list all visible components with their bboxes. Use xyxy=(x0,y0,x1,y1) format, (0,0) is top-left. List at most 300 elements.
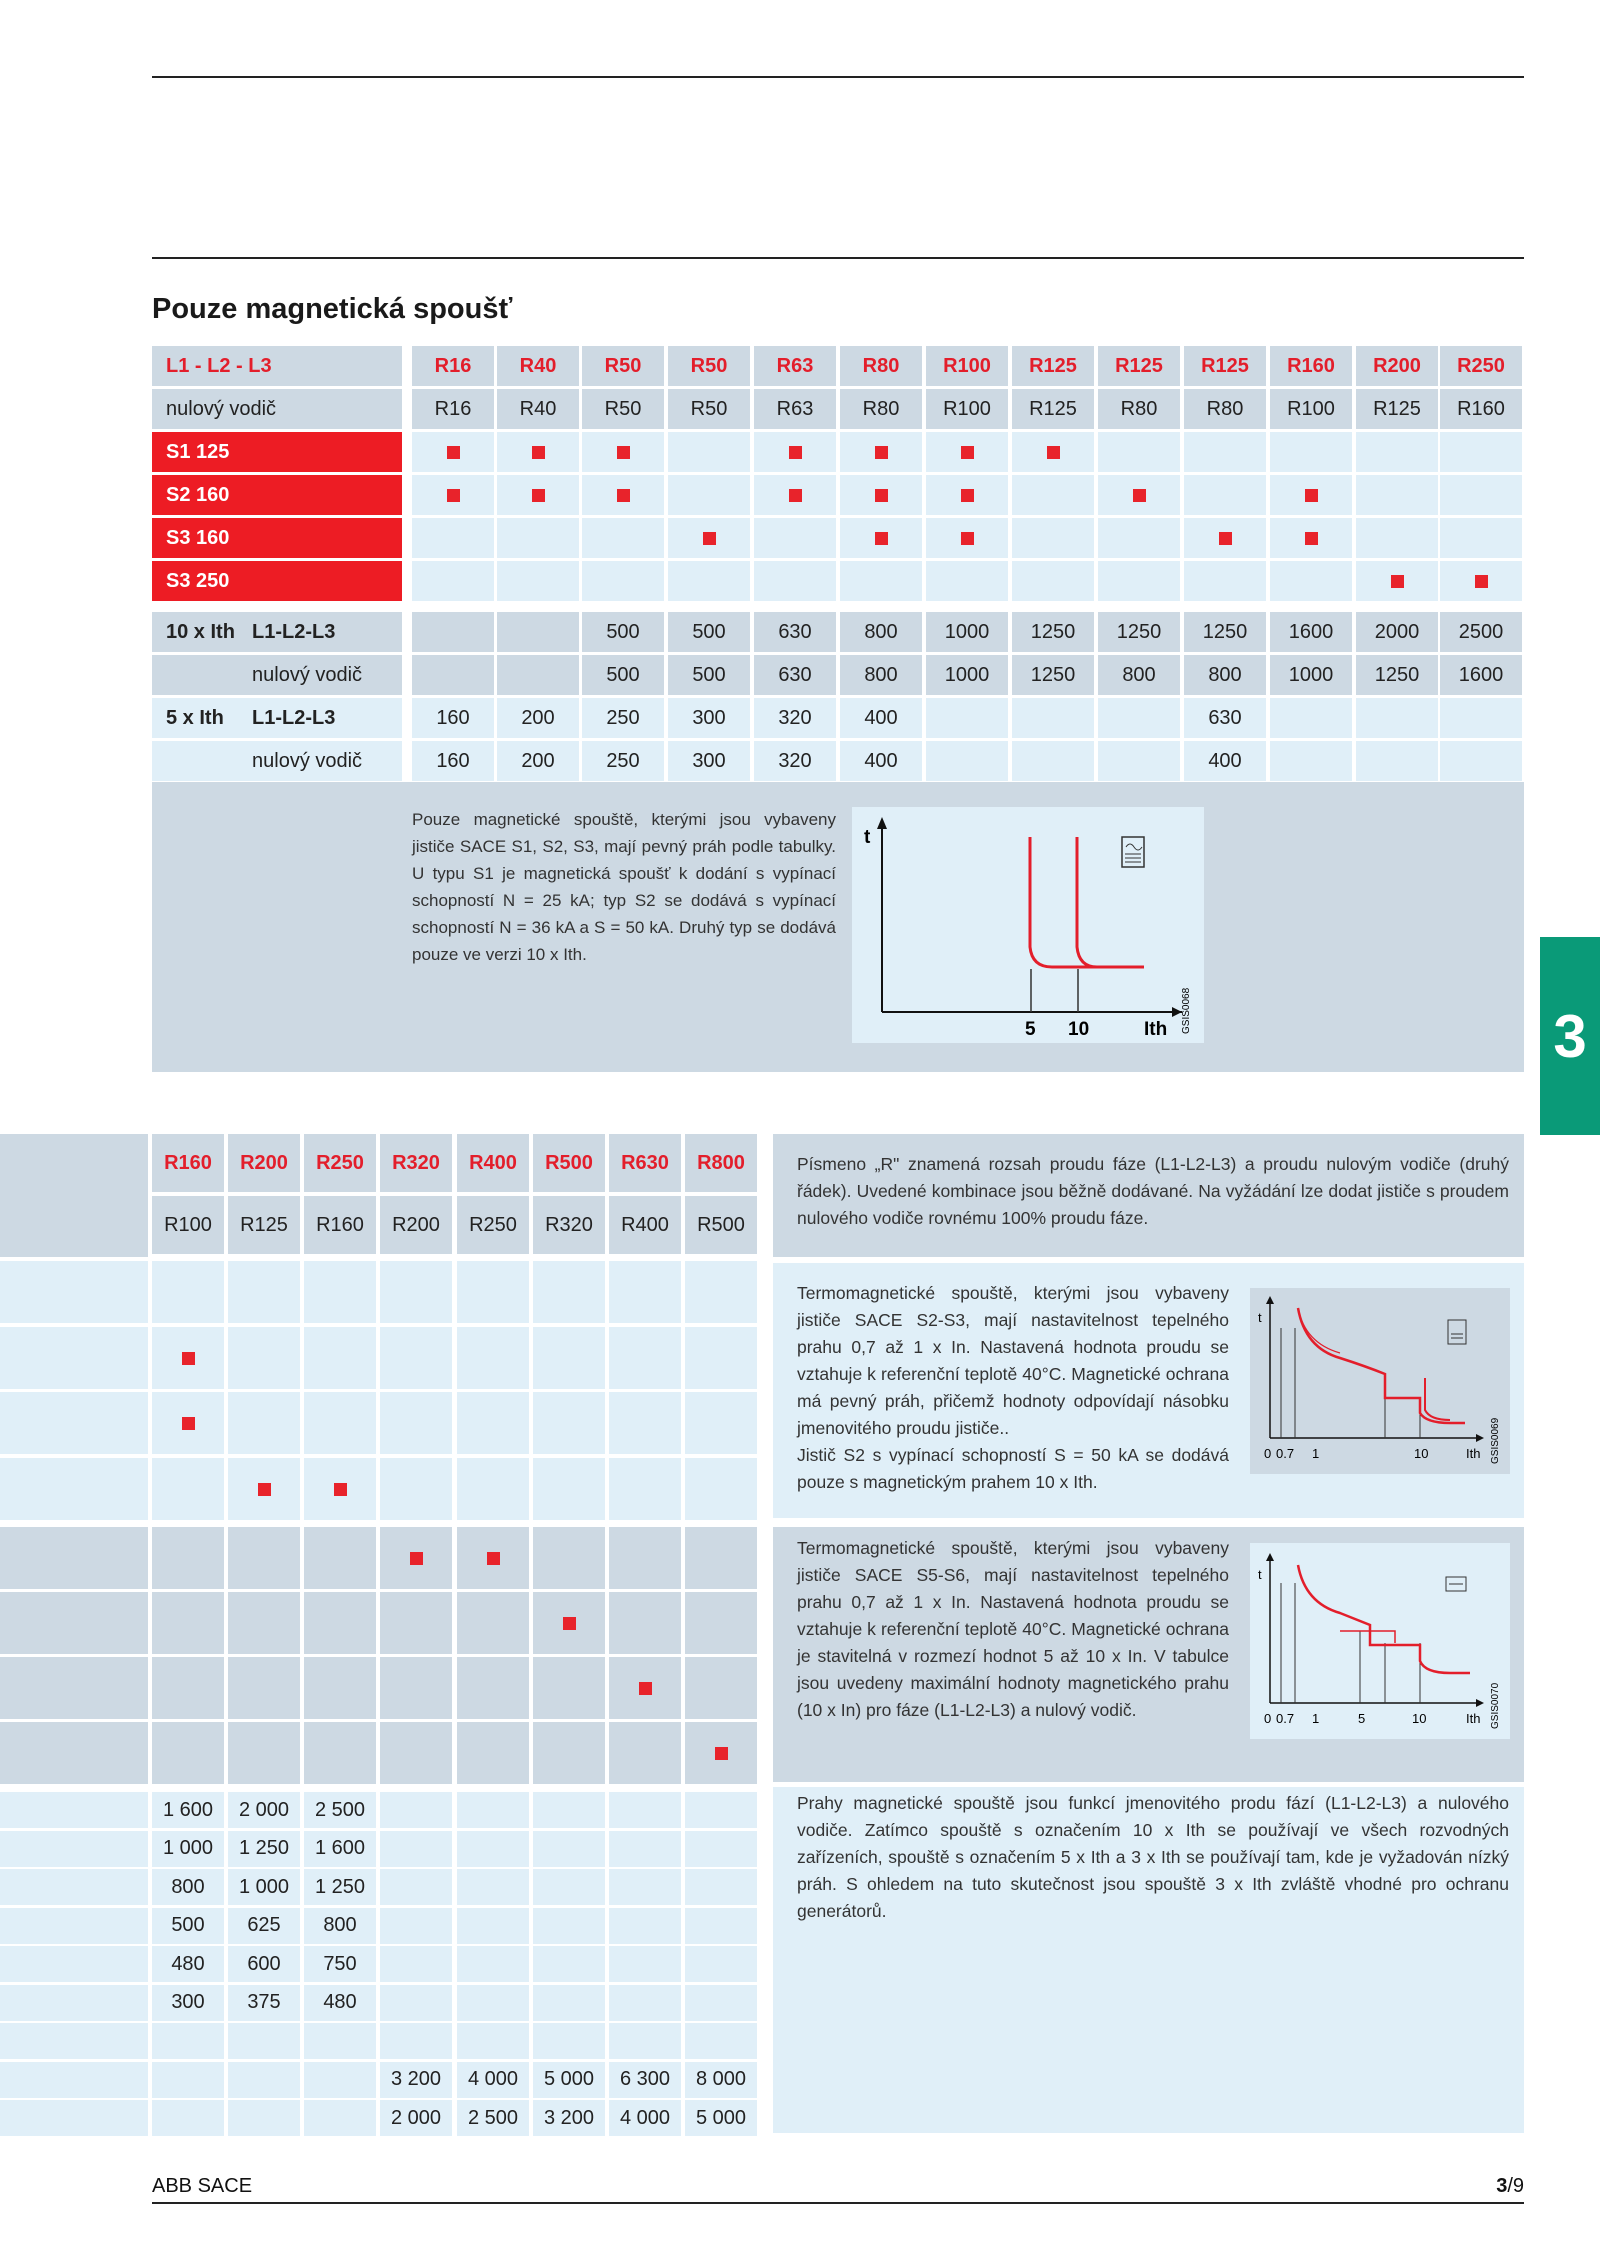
breaker-cell xyxy=(228,1261,300,1323)
phase-rating: R250 xyxy=(1440,346,1522,386)
chart1-x10: 10 xyxy=(1068,1019,1090,1040)
chart3-x10: 10 xyxy=(1412,1711,1427,1726)
threshold-value xyxy=(609,1831,681,1867)
threshold-pole: L1-L2-L3 xyxy=(252,620,336,643)
breaker-cell xyxy=(685,1261,757,1323)
breaker-cell xyxy=(1440,518,1522,558)
note4-text: Termomagnetické spouště, kterými jsou vybaveny jističe SACE S5-S6, mají nastavitelnost tepelného prahu 0,7 až 1 x In. Nastavená hodnota proudu se vztahuje k referenční teplotě 40°C. Magnetické ochrana je stavitelná v rozmezí hodnot 5 až 10 x In. V tabulce jsou uvedeny maximální hodnoty magnetického prahu (10 x In) pro fáze (L1-L2-L3) a nulový vodič. xyxy=(797,1538,1229,1720)
breaker-cell xyxy=(582,518,664,558)
threshold-value: 1600 xyxy=(1270,612,1352,652)
breaker-cell xyxy=(533,1261,605,1323)
compatibility-mark xyxy=(1047,446,1060,459)
threshold-value: 2 500 xyxy=(304,1792,376,1828)
threshold-value xyxy=(304,2062,376,2098)
breaker-cell xyxy=(380,1722,452,1784)
breaker-cell xyxy=(754,561,836,601)
neutral-rating: R320 xyxy=(533,1196,605,1254)
breaker-cell xyxy=(457,1458,529,1520)
breaker-cell xyxy=(926,432,1008,472)
threshold-value: 800 xyxy=(1184,655,1266,695)
breaker-cell xyxy=(412,432,494,472)
breaker-cell xyxy=(152,1592,224,1654)
phase-rating: R50 xyxy=(582,346,664,386)
threshold-value: 4 000 xyxy=(457,2062,529,2098)
breaker-cell xyxy=(668,432,750,472)
stub-cell xyxy=(0,1985,148,2021)
breaker-cell xyxy=(1440,561,1522,601)
breaker-cell xyxy=(1098,561,1180,601)
breaker-cell xyxy=(228,1722,300,1784)
breaker-cell xyxy=(304,1392,376,1454)
threshold-value xyxy=(1098,741,1180,781)
stub-cell xyxy=(0,1869,148,1905)
note1-panel xyxy=(152,782,1524,1072)
chart1-t-label: t xyxy=(864,827,871,848)
breaker-label: S3 250 xyxy=(152,561,402,601)
breaker-cell xyxy=(1098,432,1180,472)
chart3-t-label: t xyxy=(1258,1567,1262,1582)
chart1-code: GSIS0068 xyxy=(1181,987,1192,1034)
threshold-value: 630 xyxy=(754,612,836,652)
threshold-value: 400 xyxy=(1184,741,1266,781)
footer-brand: ABB SACE xyxy=(152,2175,253,2197)
compatibility-mark xyxy=(410,1552,423,1565)
breaker-cell xyxy=(228,1327,300,1389)
breaker-cell xyxy=(304,1327,376,1389)
breaker-cell xyxy=(412,475,494,515)
threshold-value xyxy=(228,2100,300,2136)
threshold-value: 630 xyxy=(754,655,836,695)
chart2-x1: 1 xyxy=(1312,1446,1320,1461)
threshold-value xyxy=(457,2023,529,2059)
neutral-rating: R160 xyxy=(1440,389,1522,429)
breaker-cell xyxy=(380,1327,452,1389)
breaker-cell xyxy=(668,561,750,601)
breaker-cell xyxy=(228,1392,300,1454)
threshold-value: 8 000 xyxy=(685,2062,757,2098)
breaker-cell xyxy=(685,1458,757,1520)
threshold-value: 300 xyxy=(668,698,750,738)
threshold-value: 1000 xyxy=(926,655,1008,695)
breaker-cell xyxy=(457,1261,529,1323)
breaker-cell xyxy=(926,561,1008,601)
threshold-value: 480 xyxy=(152,1946,224,1982)
section-rule xyxy=(152,257,1524,259)
compatibility-mark xyxy=(961,446,974,459)
chart2-ith: Ith xyxy=(1466,1446,1481,1461)
compatibility-mark xyxy=(961,489,974,502)
breaker-cell xyxy=(533,1657,605,1719)
phase-rating: R50 xyxy=(668,346,750,386)
threshold-value xyxy=(609,1985,681,2021)
breaker-cell xyxy=(304,1722,376,1784)
chart2-code: GSIS0069 xyxy=(1490,1417,1501,1464)
neutral-rating: R100 xyxy=(1270,389,1352,429)
breaker-cell xyxy=(1270,561,1352,601)
breaker-cell xyxy=(1184,475,1266,515)
threshold-value xyxy=(685,1831,757,1867)
threshold-value xyxy=(926,741,1008,781)
neutral-rating: R500 xyxy=(685,1196,757,1254)
threshold-value xyxy=(380,1831,452,1867)
stub-header xyxy=(0,1134,148,1257)
threshold-value xyxy=(609,2023,681,2059)
breaker-cell xyxy=(412,518,494,558)
threshold-value: 1 000 xyxy=(228,1869,300,1905)
breaker-cell xyxy=(1184,432,1266,472)
threshold-value xyxy=(304,2023,376,2059)
neutral-rating: R125 xyxy=(1012,389,1094,429)
threshold-value xyxy=(609,1869,681,1905)
compatibility-mark xyxy=(487,1552,500,1565)
compatibility-mark xyxy=(182,1417,195,1430)
compatibility-mark xyxy=(334,1483,347,1496)
threshold-value xyxy=(380,1792,452,1828)
breaker-cell xyxy=(609,1657,681,1719)
breaker-cell xyxy=(228,1527,300,1589)
footer-page-section: 3 xyxy=(1496,2175,1508,2197)
chart2-x07: 0.7 xyxy=(1276,1446,1295,1461)
threshold-value: 800 xyxy=(840,612,922,652)
chart3-x07: 0.7 xyxy=(1276,1711,1295,1726)
threshold-value: 800 xyxy=(304,1908,376,1944)
breaker-cell xyxy=(1440,432,1522,472)
breaker-cell xyxy=(1356,475,1438,515)
breaker-label: S1 125 xyxy=(152,432,402,472)
threshold-value: 1250 xyxy=(1184,612,1266,652)
neutral-rating: R16 xyxy=(412,389,494,429)
compatibility-mark xyxy=(1133,489,1146,502)
phase-rating: R160 xyxy=(1270,346,1352,386)
breaker-cell xyxy=(380,1657,452,1719)
threshold-value: 250 xyxy=(582,741,664,781)
note2-text: Písmeno „R" znamená rozsah proudu fáze (L1-L2-L3) a proudu nulovým vodiče (druhý řádek). Uvedené kombinace jsou běžně dodávané. Na vyžádání lze dodat jističe s proudem nulového vodiče rovnému 100% proudu fáze. xyxy=(797,1154,1509,1228)
threshold-value xyxy=(304,2100,376,2136)
chart2 xyxy=(1250,1288,1510,1474)
threshold-label xyxy=(152,612,402,652)
threshold-value: 800 xyxy=(152,1869,224,1905)
threshold-value xyxy=(685,1792,757,1828)
phase-rating: R80 xyxy=(840,346,922,386)
threshold-value: 2000 xyxy=(1356,612,1438,652)
stub-cell xyxy=(0,1908,148,1944)
threshold-value xyxy=(1356,741,1438,781)
phase-rating: R500 xyxy=(533,1134,605,1192)
breaker-cell xyxy=(1356,518,1438,558)
chart1 xyxy=(852,807,1204,1043)
threshold-value: 160 xyxy=(412,698,494,738)
stub-cell xyxy=(0,1327,148,1389)
breaker-cell xyxy=(1356,432,1438,472)
breaker-cell xyxy=(840,561,922,601)
breaker-cell xyxy=(1012,561,1094,601)
neutral-rating: R80 xyxy=(1098,389,1180,429)
threshold-multiple: 5 x Ith xyxy=(166,706,224,729)
threshold-value xyxy=(380,1946,452,1982)
threshold-value: 1000 xyxy=(926,612,1008,652)
compatibility-mark xyxy=(617,446,630,459)
threshold-value: 800 xyxy=(840,655,922,695)
threshold-value xyxy=(457,1831,529,1867)
top-rule xyxy=(152,76,1524,78)
threshold-value: 1000 xyxy=(1270,655,1352,695)
threshold-value: 1 250 xyxy=(304,1869,376,1905)
breaker-cell xyxy=(582,475,664,515)
breaker-label: S2 160 xyxy=(152,475,402,515)
threshold-value: 400 xyxy=(840,741,922,781)
breaker-cell xyxy=(228,1657,300,1719)
phase-rating: R100 xyxy=(926,346,1008,386)
breaker-cell xyxy=(1012,475,1094,515)
threshold-value xyxy=(533,1908,605,1944)
footer-rule xyxy=(152,2202,1524,2204)
phase-rating: R630 xyxy=(609,1134,681,1192)
stub-cell xyxy=(0,1458,148,1520)
footer-page xyxy=(1496,2175,1524,2198)
breaker-cell xyxy=(1356,561,1438,601)
threshold-label xyxy=(152,655,402,695)
breaker-cell xyxy=(497,432,579,472)
neutral-rating: R160 xyxy=(304,1196,376,1254)
phase-rating: R250 xyxy=(304,1134,376,1192)
breaker-cell xyxy=(754,475,836,515)
threshold-value: 2 000 xyxy=(228,1792,300,1828)
breaker-cell xyxy=(152,1458,224,1520)
threshold-value xyxy=(457,1869,529,1905)
neutral-rating: R200 xyxy=(380,1196,452,1254)
breaker-cell xyxy=(668,475,750,515)
threshold-value: 320 xyxy=(754,741,836,781)
stub-cell xyxy=(0,1392,148,1454)
threshold-value: 500 xyxy=(152,1908,224,1944)
threshold-value: 625 xyxy=(228,1908,300,1944)
phase-rating: R63 xyxy=(754,346,836,386)
phase-rating: R800 xyxy=(685,1134,757,1192)
compatibility-mark xyxy=(447,446,460,459)
threshold-value: 300 xyxy=(152,1985,224,2021)
threshold-value xyxy=(1356,698,1438,738)
breaker-cell xyxy=(1012,432,1094,472)
compatibility-mark xyxy=(875,446,888,459)
phase-rating: R200 xyxy=(228,1134,300,1192)
breaker-cell xyxy=(754,432,836,472)
breaker-cell xyxy=(152,1327,224,1389)
stub-cell xyxy=(0,1831,148,1867)
breaker-cell xyxy=(533,1592,605,1654)
threshold-value xyxy=(152,2023,224,2059)
breaker-cell xyxy=(380,1261,452,1323)
threshold-value: 1 250 xyxy=(228,1831,300,1867)
neutral-label: nulový vodič xyxy=(152,389,402,429)
threshold-value xyxy=(457,1792,529,1828)
threshold-value: 200 xyxy=(497,698,579,738)
breaker-cell xyxy=(152,1657,224,1719)
threshold-value xyxy=(1270,698,1352,738)
threshold-value: 500 xyxy=(668,655,750,695)
chart2-t-label: t xyxy=(1258,1310,1262,1325)
breaker-cell xyxy=(152,1392,224,1454)
neutral-rating: R40 xyxy=(497,389,579,429)
breaker-cell xyxy=(457,1527,529,1589)
breaker-cell xyxy=(497,475,579,515)
breaker-cell xyxy=(1012,518,1094,558)
threshold-value xyxy=(412,612,494,652)
breaker-cell xyxy=(228,1458,300,1520)
breaker-cell xyxy=(457,1327,529,1389)
breaker-cell xyxy=(754,518,836,558)
phase-rating: R16 xyxy=(412,346,494,386)
threshold-value: 1250 xyxy=(1012,655,1094,695)
stub-cell xyxy=(0,1527,148,1589)
threshold-value: 250 xyxy=(582,698,664,738)
phase-rating: R125 xyxy=(1012,346,1094,386)
compatibility-mark xyxy=(1305,489,1318,502)
breaker-cell xyxy=(609,1592,681,1654)
threshold-value xyxy=(1440,698,1522,738)
threshold-value: 3 200 xyxy=(533,2100,605,2136)
threshold-value xyxy=(685,1869,757,1905)
neutral-rating: R125 xyxy=(228,1196,300,1254)
breaker-cell xyxy=(152,1261,224,1323)
phase-rating: R160 xyxy=(152,1134,224,1192)
breaker-cell xyxy=(228,1592,300,1654)
threshold-value: 320 xyxy=(754,698,836,738)
stub-cell xyxy=(0,2100,148,2136)
phase-rating: R320 xyxy=(380,1134,452,1192)
neutral-rating: R100 xyxy=(926,389,1008,429)
compatibility-mark xyxy=(1219,532,1232,545)
breaker-cell xyxy=(304,1261,376,1323)
compatibility-mark xyxy=(789,489,802,502)
threshold-value: 1 000 xyxy=(152,1831,224,1867)
threshold-value: 400 xyxy=(840,698,922,738)
stub-cell xyxy=(0,1657,148,1719)
breaker-cell xyxy=(533,1527,605,1589)
breaker-cell xyxy=(380,1458,452,1520)
compatibility-mark xyxy=(182,1352,195,1365)
threshold-value xyxy=(457,1985,529,2021)
compatibility-mark xyxy=(639,1682,652,1695)
threshold-value: 5 000 xyxy=(685,2100,757,2136)
threshold-value xyxy=(685,1908,757,1944)
threshold-value xyxy=(380,1869,452,1905)
breaker-cell xyxy=(304,1527,376,1589)
breaker-cell xyxy=(380,1392,452,1454)
phase-label: L1 - L2 - L3 xyxy=(152,346,402,386)
breaker-cell xyxy=(1440,475,1522,515)
threshold-value: 800 xyxy=(1098,655,1180,695)
breaker-cell xyxy=(457,1657,529,1719)
note3-extra: Jistič S2 s vypínací schopností S = 50 kA se dodává pouze s magnetickým prahem 10 x Ith. xyxy=(797,1445,1229,1492)
threshold-value xyxy=(1012,741,1094,781)
threshold-value: 500 xyxy=(582,612,664,652)
threshold-value: 630 xyxy=(1184,698,1266,738)
threshold-value: 2 500 xyxy=(457,2100,529,2136)
neutral-rating: R125 xyxy=(1356,389,1438,429)
chart3-x0: 0 xyxy=(1264,1711,1272,1726)
breaker-cell xyxy=(533,1327,605,1389)
compatibility-mark xyxy=(447,489,460,502)
breaker-cell xyxy=(1098,475,1180,515)
chart2-x10: 10 xyxy=(1414,1446,1429,1461)
threshold-value: 1600 xyxy=(1440,655,1522,695)
breaker-cell xyxy=(152,1527,224,1589)
breaker-cell xyxy=(304,1657,376,1719)
chart3-ith: Ith xyxy=(1466,1711,1481,1726)
threshold-value: 5 000 xyxy=(533,2062,605,2098)
breaker-cell xyxy=(497,518,579,558)
breaker-cell xyxy=(685,1392,757,1454)
neutral-rating: R250 xyxy=(457,1196,529,1254)
neutral-rating: R80 xyxy=(1184,389,1266,429)
phase-rating: R400 xyxy=(457,1134,529,1192)
threshold-value: 600 xyxy=(228,1946,300,1982)
threshold-pole: nulový vodič xyxy=(252,663,363,686)
stub-cell xyxy=(0,2062,148,2098)
breaker-cell xyxy=(685,1722,757,1784)
threshold-value xyxy=(609,1792,681,1828)
stub-cell xyxy=(0,2023,148,2059)
note5-text: Prahy magnetické spouště jsou funkcí jmenovitého produ fází (L1-L2-L3) a nulového vodiče. Zatímco spouště s označením 10 x Ith se používají ve všech rozvodných zařízeních, spouště s označením 5 x Ith a 3 x Ith se používají tam, kde je vyžadován nízký práh. S ohledem na tuto skutečnost jsou spouště 3 x Ith zvláště vhodné pro ochranu generátorů. xyxy=(797,1793,1509,1921)
breaker-cell xyxy=(840,518,922,558)
threshold-value xyxy=(228,2062,300,2098)
breaker-cell xyxy=(1098,518,1180,558)
threshold-value xyxy=(1440,741,1522,781)
threshold-value xyxy=(497,612,579,652)
threshold-value: 2 000 xyxy=(380,2100,452,2136)
breaker-cell xyxy=(609,1327,681,1389)
breaker-cell xyxy=(457,1592,529,1654)
stub-cell xyxy=(0,1261,148,1323)
threshold-value xyxy=(152,2062,224,2098)
threshold-value xyxy=(380,1985,452,2021)
threshold-value: 6 300 xyxy=(609,2062,681,2098)
threshold-value xyxy=(457,1908,529,1944)
threshold-value: 2500 xyxy=(1440,612,1522,652)
breaker-cell xyxy=(609,1261,681,1323)
compatibility-mark xyxy=(875,489,888,502)
threshold-value: 1250 xyxy=(1356,655,1438,695)
threshold-value: 500 xyxy=(582,655,664,695)
compatibility-mark xyxy=(617,489,630,502)
compatibility-mark xyxy=(532,489,545,502)
threshold-value xyxy=(533,1985,605,2021)
threshold-value: 200 xyxy=(497,741,579,781)
threshold-pole: nulový vodič xyxy=(252,749,363,772)
threshold-value xyxy=(1098,698,1180,738)
threshold-value: 1 600 xyxy=(152,1792,224,1828)
breaker-cell xyxy=(840,432,922,472)
threshold-value: 160 xyxy=(412,741,494,781)
breaker-cell xyxy=(304,1592,376,1654)
stub-cell xyxy=(0,1792,148,1828)
threshold-value: 1250 xyxy=(1012,612,1094,652)
breaker-cell xyxy=(380,1527,452,1589)
threshold-value xyxy=(380,2023,452,2059)
threshold-value: 1250 xyxy=(1098,612,1180,652)
neutral-rating: R50 xyxy=(668,389,750,429)
threshold-pole: L1-L2-L3 xyxy=(252,706,336,729)
threshold-value xyxy=(152,2100,224,2136)
compatibility-mark xyxy=(703,532,716,545)
stub-cell xyxy=(0,1592,148,1654)
breaker-cell xyxy=(457,1722,529,1784)
neutral-rating: R400 xyxy=(609,1196,681,1254)
compatibility-mark xyxy=(1305,532,1318,545)
breaker-cell xyxy=(840,475,922,515)
compatibility-mark xyxy=(875,532,888,545)
threshold-value: 3 200 xyxy=(380,2062,452,2098)
